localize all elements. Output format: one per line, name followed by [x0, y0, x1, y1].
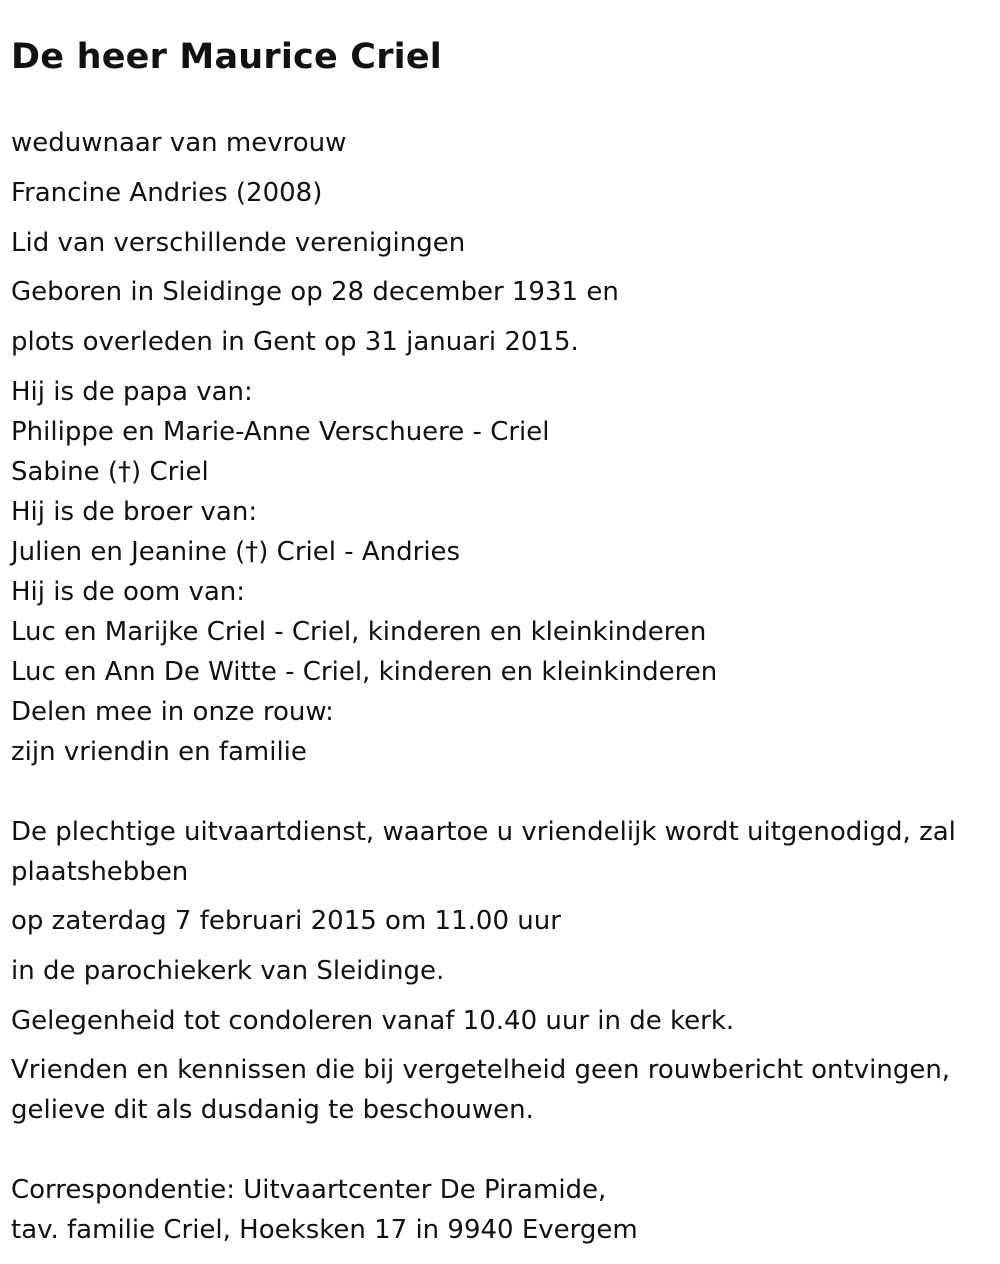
service-invitation: De plechtige uitvaartdienst, waartoe u vriendelijk wordt uitgenodigd, zal: [11, 817, 956, 847]
birth-text: Geboren in Sleidinge op 28 december 1931 en: [11, 277, 619, 307]
family-line: Luc en Ann De Witte - Criel, kinderen en kleinkinderen: [11, 657, 718, 687]
service-place: in de parochiekerk van Sleidinge.: [11, 956, 445, 986]
membership-text: Lid van verschillende verenigingen: [11, 228, 466, 258]
family-line: Julien en Jeanine (†) Criel - Andries: [11, 537, 461, 567]
death-text: plots overleden in Gent op 31 januari 2015.: [11, 327, 579, 357]
widower-label: weduwnaar van mevrouw: [11, 128, 347, 158]
page-title: De heer Maurice Criel: [11, 37, 442, 77]
service-invitation-cont: plaatshebben: [11, 857, 189, 887]
correspondence-address: tav. familie Criel, Hoeksken 17 in 9940 Evergem: [11, 1215, 638, 1245]
service-date: op zaterdag 7 februari 2015 om 11.00 uur: [11, 906, 561, 936]
condolence-info: Gelegenheid tot condoleren vanaf 10.40 uur in de kerk.: [11, 1006, 735, 1036]
family-line: Sabine (†) Criel: [11, 457, 209, 487]
notice-text: Vrienden en kennissen die bij vergetelheid geen rouwbericht ontvingen,: [11, 1055, 951, 1085]
family-line: Delen mee in onze rouw:: [11, 697, 334, 727]
notice-text-cont: gelieve dit als dusdanig te beschouwen.: [11, 1095, 534, 1125]
family-line: Philippe en Marie-Anne Verschuere - Criel: [11, 417, 550, 447]
family-line: Luc en Marijke Criel - Criel, kinderen en kleinkinderen: [11, 617, 707, 647]
family-line: Hij is de papa van:: [11, 377, 253, 407]
spouse-name: Francine Andries (2008): [11, 178, 323, 208]
correspondence-line: Correspondentie: Uitvaartcenter De Piramide,: [11, 1175, 607, 1205]
family-line: Hij is de oom van:: [11, 577, 246, 607]
family-line: Hij is de broer van:: [11, 497, 258, 527]
family-line: zijn vriendin en familie: [11, 737, 307, 767]
